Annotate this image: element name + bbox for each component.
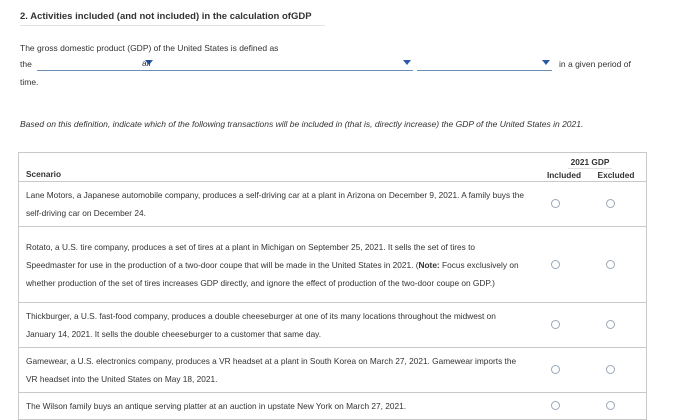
note-label: Note: — [418, 259, 440, 270]
excluded-radio[interactable] — [606, 199, 615, 208]
instruction-text: Based on this definition, indicate which of the following transactions will be included in (that is, directly increase) the GDP of the United States in 2021. — [20, 119, 584, 129]
answer-cell — [534, 303, 647, 348]
group-divider — [568, 168, 612, 169]
included-radio[interactable] — [551, 365, 560, 374]
answer-cell — [534, 227, 647, 303]
answer-cell — [534, 348, 647, 393]
included-header: Included — [546, 169, 582, 180]
table-row — [19, 393, 647, 420]
table-row — [19, 348, 647, 393]
table-row — [19, 303, 647, 348]
answer-cell — [534, 182, 647, 227]
included-radio[interactable] — [551, 320, 560, 329]
note-text: Focus exclusively on whether production of the set of tires increases GDP directly, and ignore the effect of production of the two-door coupe on GDP. — [26, 259, 519, 288]
dropdown-3[interactable] — [417, 59, 552, 71]
scenario-text: Thickburger, a U.S. fast-food company, produces a double cheeseburger at one of its many locations throughout the midwest on January 14, 2021. It sells the double cheeseburger to a customer that same day. — [19, 303, 535, 348]
scenario-text: The Wilson family buys an antique serving platter at an auction in upstate New York on March 27, 2021. — [19, 393, 535, 420]
dropdown-2-value: all — [142, 58, 151, 68]
question-title: 2. Activities included (and not included) in the calculation ofGDP — [20, 11, 312, 22]
answer-cell — [534, 393, 647, 420]
chevron-down-icon — [403, 60, 411, 65]
scenario-text: Gamewear, a U.S. electronics company, produces a VR headset at a plant in South Korea on March 27, 2021. Gamewear imports the VR headset into the United States on May 18, 2021. — [19, 348, 535, 393]
title-divider — [20, 25, 325, 26]
scenario-header: Scenario — [19, 153, 535, 182]
table-row — [19, 227, 647, 303]
included-radio[interactable] — [551, 260, 560, 269]
scenario-text: Lane Motors, a Japanese automobile company, produces a self-driving car at a plant in Arizona on December 9, 2021. A family buys the self-driving car on December 24. — [19, 182, 535, 227]
dropdown-2-field[interactable] — [153, 59, 413, 71]
included-radio[interactable] — [551, 401, 560, 410]
gdp-group-header — [534, 153, 647, 182]
definition-line — [20, 59, 680, 73]
definition-tail-time: time. — [20, 77, 39, 87]
definition-lead: The gross domestic product (GDP) of the United States is defined as — [20, 43, 279, 53]
scenario-cell: Rotato, a U.S. tire company, produces a set of tires at a plant in Michigan on September 25, 2021. It sells the set of tires to Speedmaster for use in the production of a two-door coupe that will be made in the United States in 2021. (Note: Focus exclusively on whether production of the set of tires increases GDP directly, and ignore the effect of production of the two-door coupe on GDP.) — [19, 227, 535, 303]
scenario-text: Rotato, a U.S. tire company, produces a set of tires at a plant in Michigan on September 25, 2021. It sells the set of tires to Speedmaster for use in the production of a two-door coupe that will be made in the United States in 2021. — [26, 241, 476, 270]
chevron-down-icon — [542, 60, 550, 65]
definition-tail: in a given period of — [559, 59, 631, 69]
gdp-scenario-table — [18, 152, 647, 420]
definition-word-the: the — [20, 59, 32, 69]
excluded-radio[interactable] — [606, 260, 615, 269]
excluded-header: Excluded — [597, 169, 635, 180]
gdp-year-header: 2021 GDP — [570, 156, 610, 167]
included-radio[interactable] — [551, 199, 560, 208]
table-row — [19, 182, 647, 227]
excluded-radio[interactable] — [606, 320, 615, 329]
excluded-radio[interactable] — [606, 365, 615, 374]
excluded-radio[interactable] — [606, 401, 615, 410]
